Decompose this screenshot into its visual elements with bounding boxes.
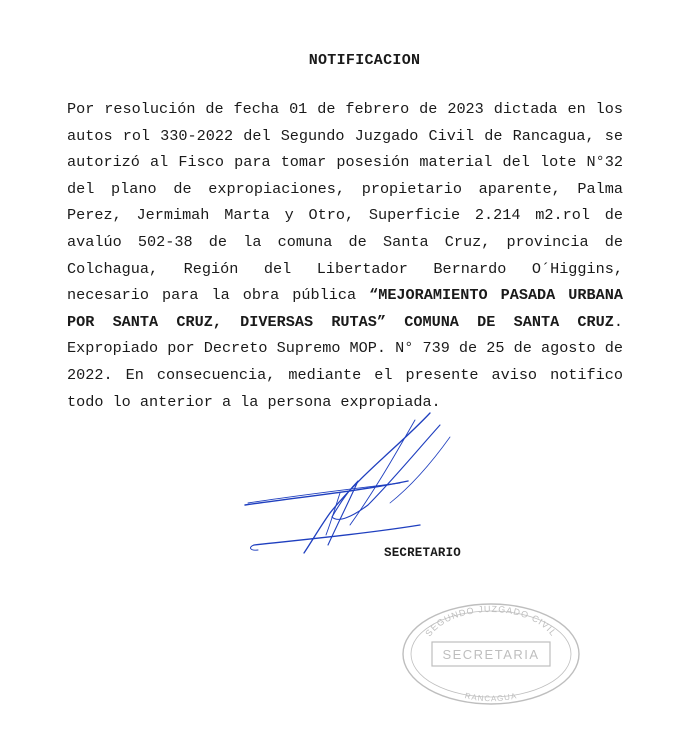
stamp-center-text: SECRETARIA — [442, 647, 540, 662]
handwritten-signature — [240, 395, 470, 565]
document-title: NOTIFICACION — [308, 52, 421, 69]
notification-paragraph — [67, 96, 623, 415]
paragraph-text-part1: Por resolución de fecha 01 de febrero de 2023 dictada en los autos rol 330-2022 del Segundo Juzgado Civil de Rancagua, se autorizó al Fisco para tomar posesión material del lote N°32 del plano de expropiaciones, propietario aparente, Palma Perez, Jermimah Marta y Otro, Superficie 2.214 m2.rol de avalúo 502-38 de la comuna de Santa Cruz, provincia de Colchagua, Región del Libertador Bernardo O´Higgins, necesario para la obra pública — [67, 100, 623, 305]
svg-text:RANCAGUA — [464, 691, 518, 703]
svg-text:SEGUNDO JUZGADO CIVIL — [423, 604, 558, 638]
project-name-bold: “MEJORAMIENTO PASADA URBANA POR SANTA CRUZ, DIVERSAS RUTAS” COMUNA DE SANTA CRUZ — [67, 286, 623, 331]
stamp-top-text: SEGUNDO JUZGADO CIVIL — [423, 603, 559, 639]
court-stamp — [398, 600, 584, 708]
paragraph-text-part2: . Expropiado por Decreto Supremo MOP. N° 739 de 25 de agosto de 2022. En consecuencia, mediante el presente aviso notifico todo lo anterior a la persona expropiada. — [67, 312, 623, 411]
stamp-bottom-text: RANCAGUA — [463, 691, 519, 704]
signer-title: SECRETARIO — [384, 546, 462, 560]
